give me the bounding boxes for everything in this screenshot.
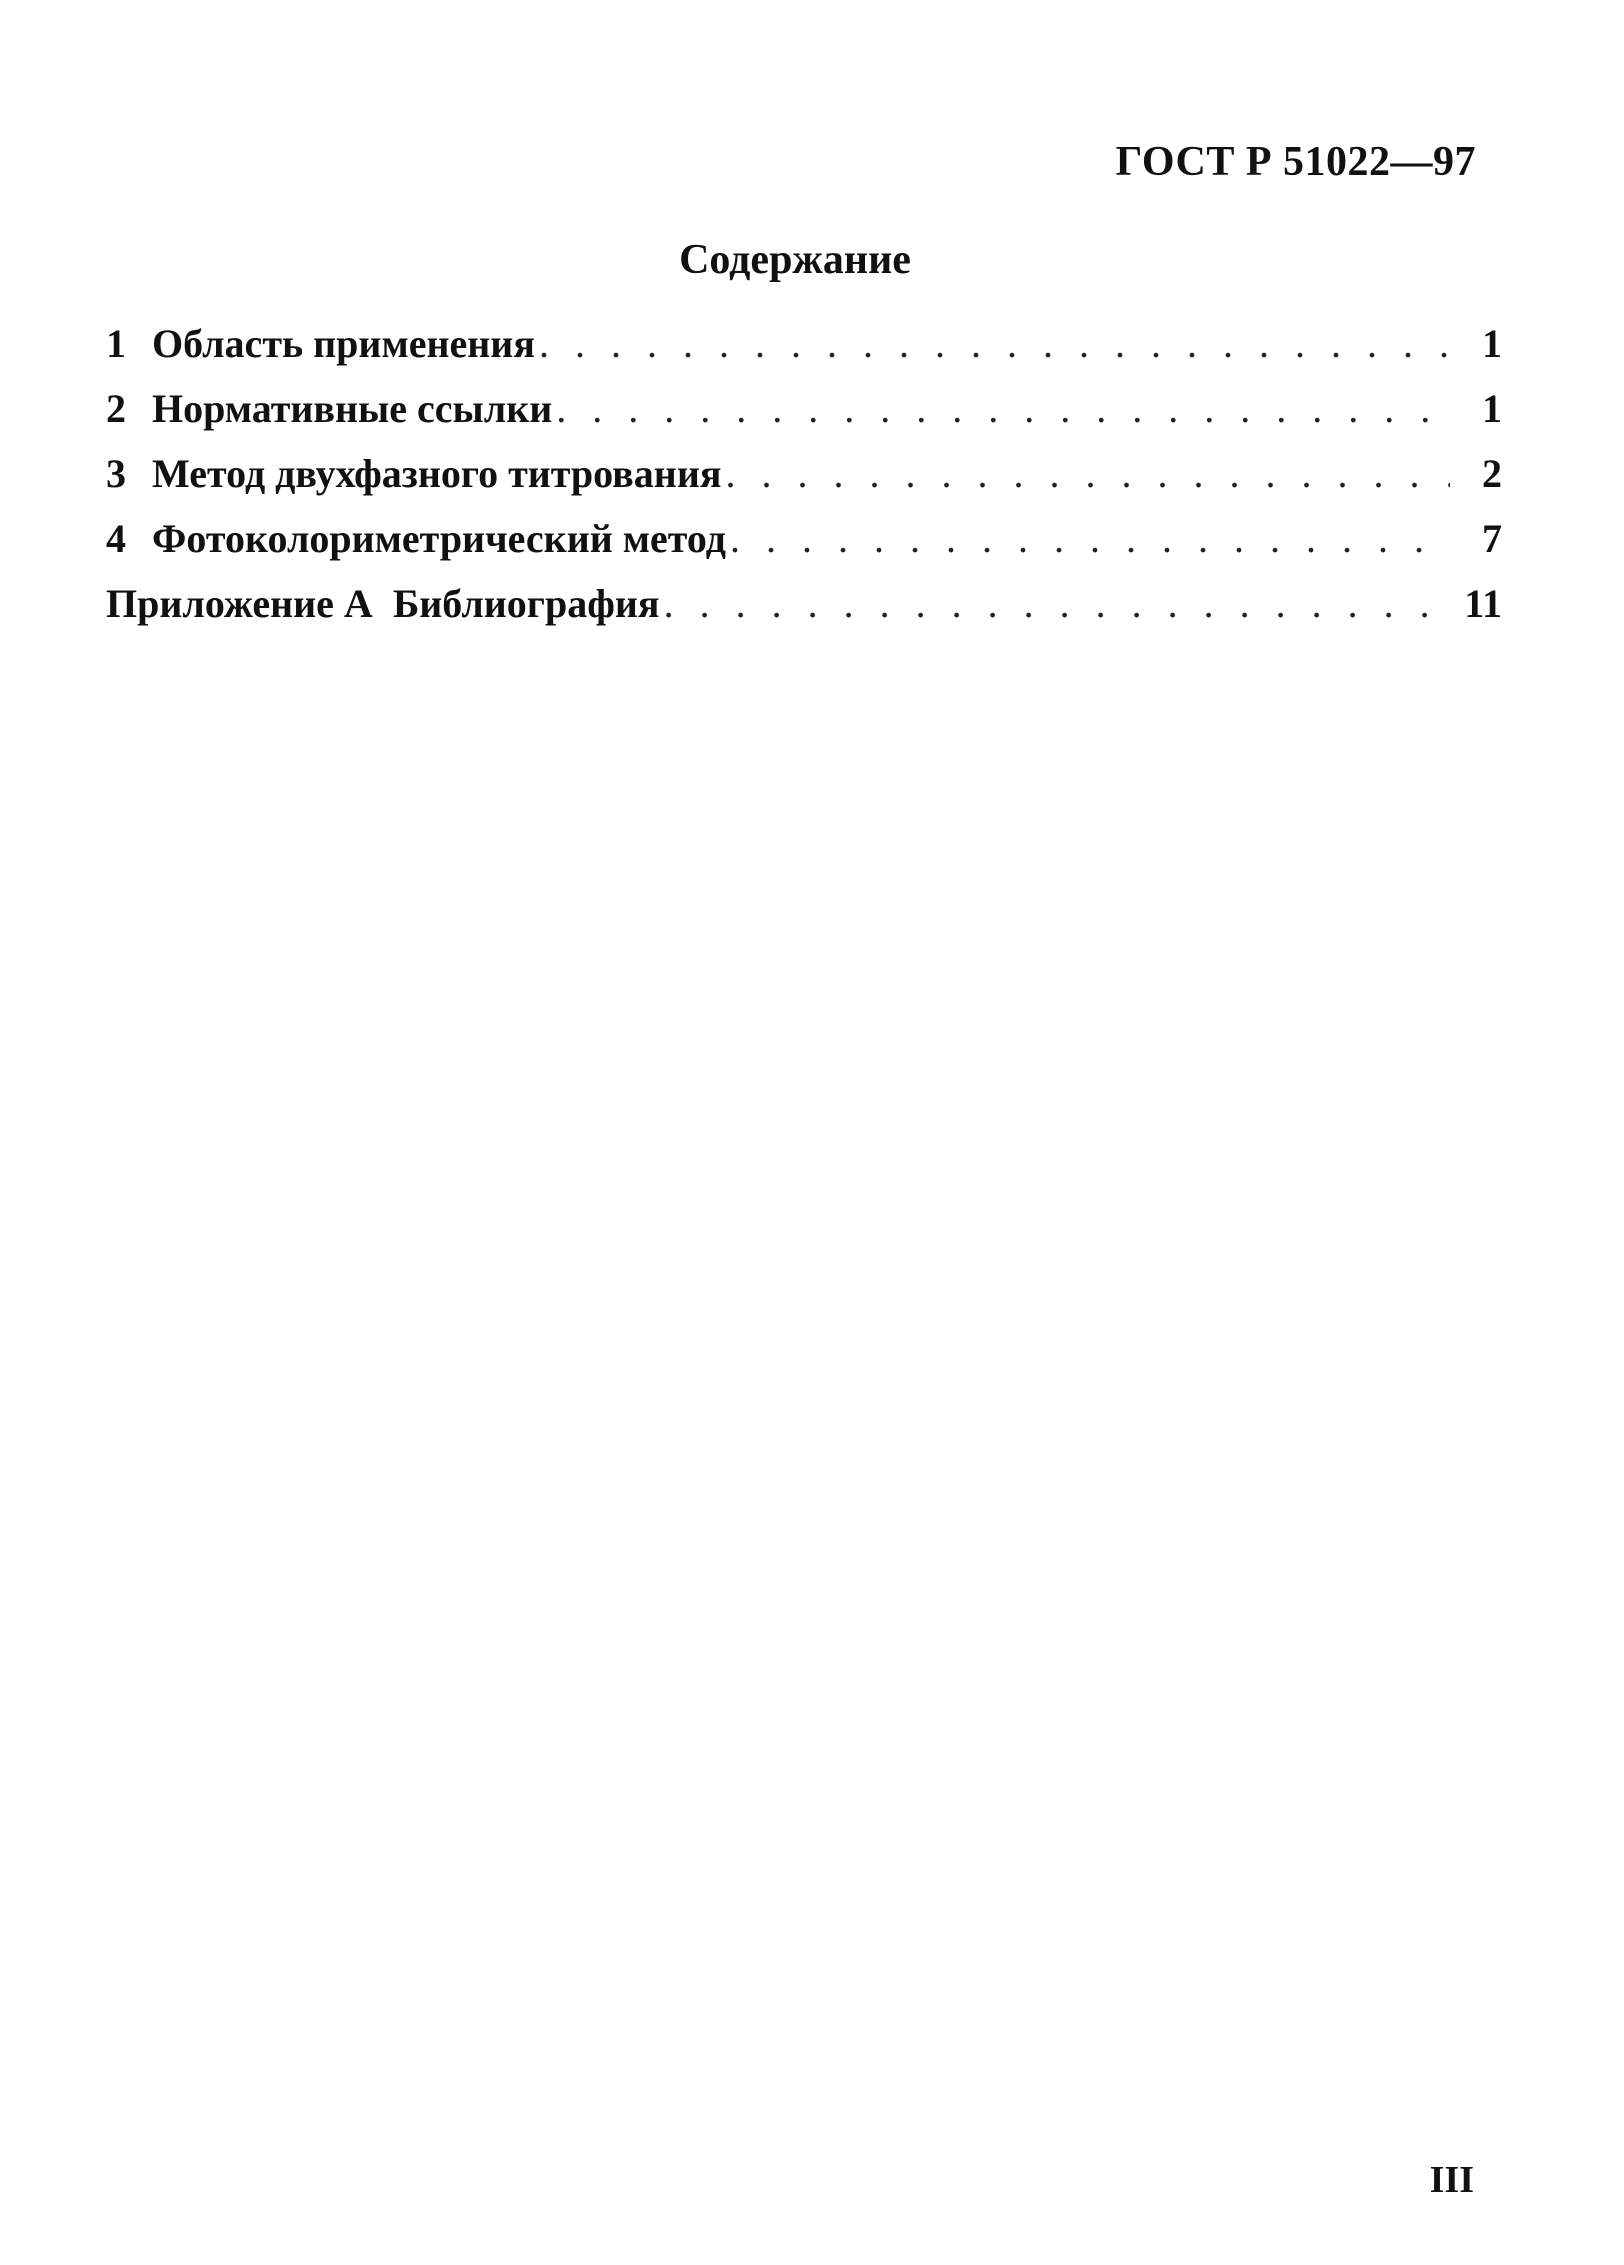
page-number: III	[1429, 2159, 1474, 2201]
toc-entry-title: Фотоколориметрический метод	[152, 516, 727, 561]
toc-entry-page: 1	[1482, 386, 1502, 431]
toc-entry-page: 2	[1482, 451, 1502, 496]
toc-entry-page: 11	[1464, 581, 1502, 626]
toc-entry-title: Область применения	[152, 321, 535, 366]
toc-entry-title: Приложение А Библиография	[106, 581, 660, 626]
toc-entry[interactable]	[106, 450, 1502, 515]
toc-entry-page: 7	[1482, 516, 1502, 561]
dot-leader	[726, 450, 1450, 497]
toc-entry-number: 4	[106, 516, 126, 561]
toc-entry-page: 1	[1482, 321, 1502, 366]
toc-entry[interactable]	[106, 515, 1502, 580]
dot-leader	[539, 320, 1450, 367]
document-code: ГОСТ Р 51022—97	[1115, 139, 1476, 185]
toc-title: Содержание	[679, 237, 911, 283]
toc-entry-number: 1	[106, 321, 126, 366]
table-of-contents	[106, 320, 1502, 645]
toc-entry[interactable]	[106, 385, 1502, 450]
dot-leader	[664, 580, 1450, 627]
toc-entry-title: Метод двухфазного титрования	[152, 451, 722, 496]
dot-leader	[556, 385, 1450, 432]
dot-leader	[730, 515, 1450, 562]
toc-entry-number: 2	[106, 386, 126, 431]
toc-entry-appendix[interactable]	[106, 580, 1502, 645]
toc-entry[interactable]	[106, 320, 1502, 385]
toc-entry-number: 3	[106, 451, 126, 496]
toc-entry-title: Нормативные ссылки	[152, 386, 553, 431]
